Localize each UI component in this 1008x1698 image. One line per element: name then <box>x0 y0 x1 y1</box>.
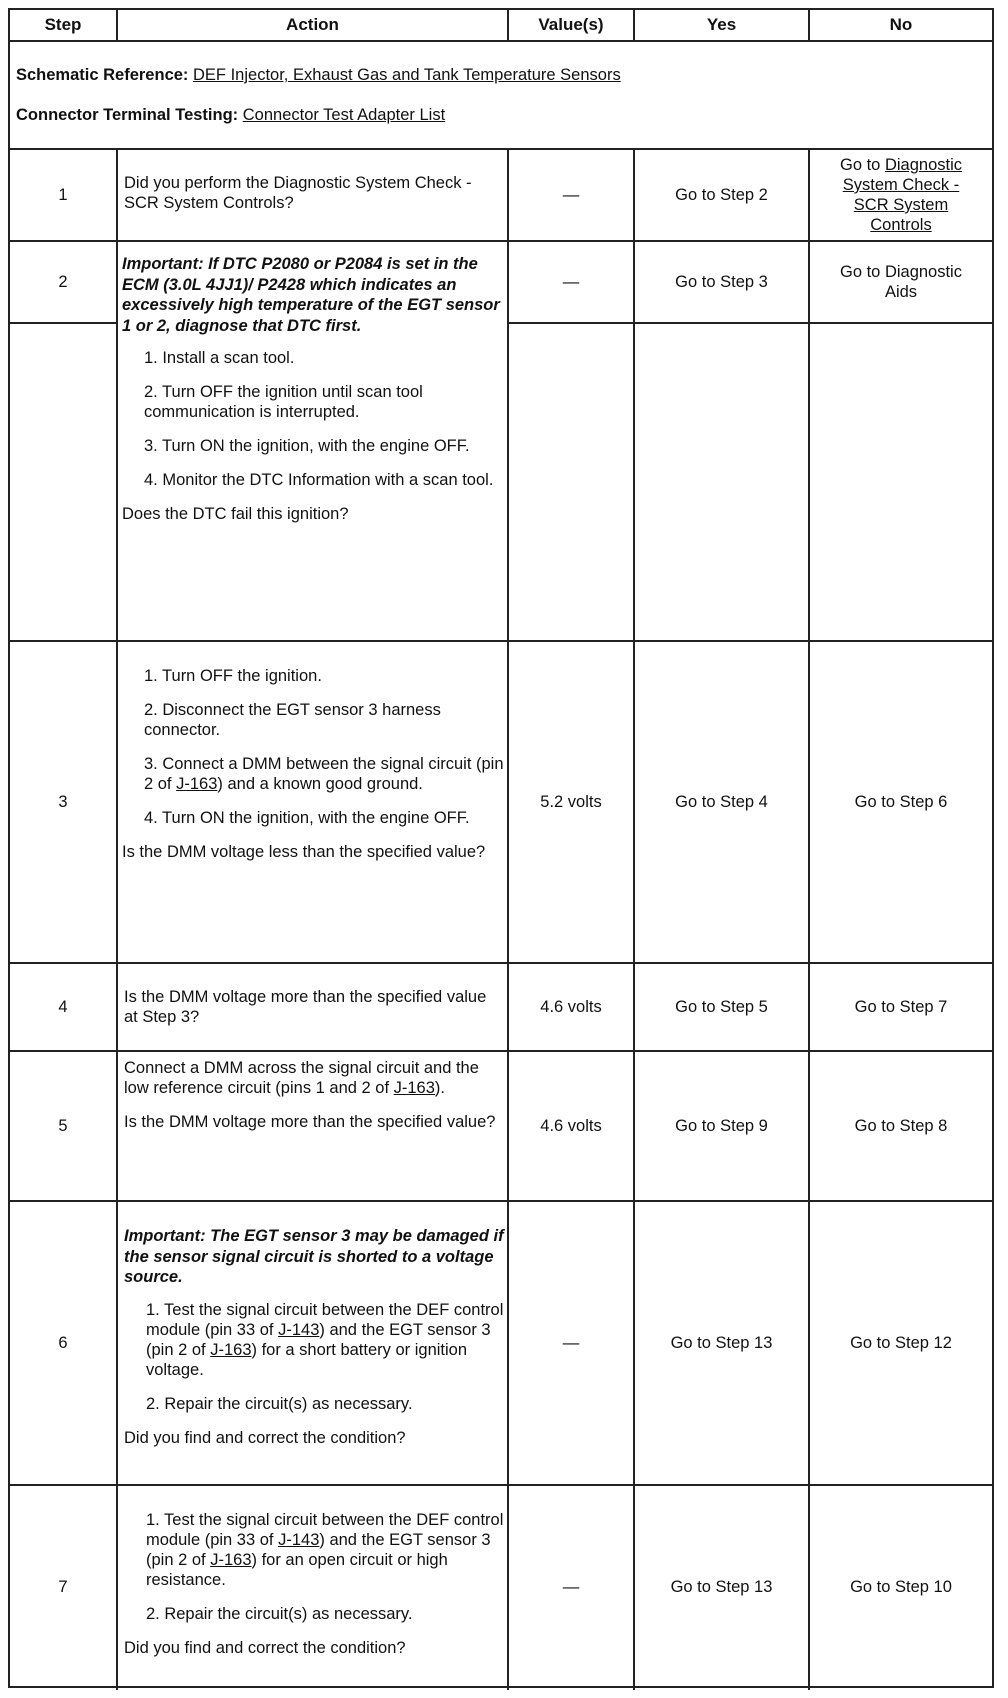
yes-text: Go to Step 13 <box>670 1578 773 1596</box>
j143-link[interactable]: J-143 <box>278 1320 320 1339</box>
list-item-text: ) and the EGT sensor 3 (pin 2 of <box>146 1320 491 1359</box>
diagnostic-table <box>8 8 994 1688</box>
header-no: No <box>889 15 913 34</box>
list-item-text: 1. Test the signal circuit between the DEF control module (pin 33 of <box>146 1511 504 1549</box>
list-item <box>122 754 504 794</box>
question-text: Did you find and correct the condition? <box>124 1428 406 1447</box>
j163-link[interactable]: J-163 <box>210 1551 252 1569</box>
action-text-part: ). <box>434 1079 446 1097</box>
j163-link[interactable]: J-163 <box>210 1340 252 1359</box>
value-text: — <box>562 1578 580 1596</box>
yes-text: Go to Step 13 <box>670 1334 773 1352</box>
step-number: 7 <box>58 1578 68 1596</box>
no-prefix: Go to <box>840 156 881 174</box>
list-item: 1. Turn OFF the ignition. <box>144 667 322 685</box>
action-text: Is the DMM voltage more than the specified value at Step 3? <box>124 988 487 1026</box>
yes-text: Go to Step 5 <box>675 998 768 1016</box>
no-text: Go to Step 8 <box>854 1117 948 1135</box>
question-text: Does the DTC fail this ignition? <box>122 505 349 523</box>
step-number: 2 <box>58 273 68 291</box>
connector-reference <box>16 105 445 125</box>
header-action: Action <box>286 15 339 34</box>
question-text: Is the DMM voltage more than the specified value? <box>124 1113 496 1131</box>
important-note: Important: If DTC P2080 or P2084 is set in the ECM (3.0L 4JJ1)/ P2428 which indicates an excessively high temperature of the EGT sensor 1 or 2, diagnose that DTC first. <box>122 255 500 335</box>
no-text: Go to Step 6 <box>854 793 948 811</box>
connector-label: Connector Terminal Testing: <box>16 106 239 124</box>
action-cell <box>124 1510 504 1658</box>
yes-text: Go to Step 9 <box>675 1117 768 1135</box>
divider <box>507 322 992 324</box>
question-text: Did you find and correct the condition? <box>124 1639 406 1657</box>
list-item: 3. Turn ON the ignition, with the engine OFF. <box>144 437 470 455</box>
yes-text: Go to Step 3 <box>675 273 768 291</box>
action-cell <box>124 1226 504 1448</box>
list-item: 4. Monitor the DTC Information with a scan tool. <box>144 471 494 489</box>
important-note: Important: The EGT sensor 3 may be damaged if the sensor signal circuit is shorted to a voltage source. <box>124 1227 504 1286</box>
list-item-text: 1. Test the signal circuit between the DEF control module (pin 33 of <box>146 1300 504 1339</box>
list-item-text: ) for a short battery or ignition voltage. <box>146 1340 468 1379</box>
yes-text: Go to Step 4 <box>675 793 768 811</box>
value-text: 4.6 volts <box>540 998 602 1016</box>
list-item: 2. Disconnect the EGT sensor 3 harness connector. <box>144 701 441 739</box>
no-text: Go to Step 7 <box>854 998 948 1016</box>
divider <box>10 322 116 324</box>
list-item: 1. Install a scan tool. <box>144 349 295 367</box>
value-text: — <box>562 273 580 291</box>
step-number: 3 <box>58 793 68 811</box>
list-item-text: ) and the EGT sensor 3 (pin 2 of <box>146 1531 491 1569</box>
action-text <box>124 1058 500 1098</box>
action-text: Did you perform the Diagnostic System Check - SCR System Controls? <box>124 174 472 212</box>
header-yes: Yes <box>706 15 737 34</box>
j143-link[interactable]: J-143 <box>278 1531 320 1549</box>
action-cell <box>124 1058 500 1132</box>
diagnostic-system-check-link[interactable]: Diagnostic System Check - SCR System Controls <box>842 156 962 234</box>
step-number: 5 <box>58 1117 68 1135</box>
connector-link[interactable]: Connector Test Adapter List <box>242 106 446 124</box>
step-number: 6 <box>58 1334 68 1352</box>
value-text: — <box>562 186 580 204</box>
j163-link[interactable]: J-163 <box>176 775 218 793</box>
list-item <box>124 1300 504 1380</box>
divider <box>116 150 118 1690</box>
divider <box>10 40 992 42</box>
header-values: Value(s) <box>538 15 604 34</box>
action-cell <box>122 254 504 524</box>
j163-link[interactable]: J-163 <box>393 1079 435 1097</box>
schematic-link[interactable]: DEF Injector, Exhaust Gas and Tank Temperature Sensors <box>193 66 621 84</box>
value-text: 5.2 volts <box>540 793 602 811</box>
list-item-text: ) and a known good ground. <box>217 775 423 793</box>
action-cell <box>122 666 504 862</box>
no-label: Go to Diagnostic Aids <box>840 263 962 301</box>
list-item: 2. Repair the circuit(s) as necessary. <box>146 1394 413 1413</box>
list-item-text: 3. Connect a DMM between the signal circuit (pin 2 of <box>144 755 504 793</box>
value-text: 4.6 volts <box>540 1117 602 1135</box>
list-item: 2. Turn OFF the ignition until scan tool communication is interrupted. <box>144 383 423 421</box>
question-text: Is the DMM voltage less than the specified value? <box>122 843 486 861</box>
list-item <box>124 1510 504 1590</box>
no-text: Go to Step 10 <box>850 1578 952 1596</box>
schematic-reference <box>16 65 621 85</box>
value-text: — <box>562 1334 580 1352</box>
list-item: 4. Turn ON the ignition, with the engine OFF. <box>144 809 470 827</box>
header-step: Step <box>44 15 82 34</box>
list-item: 2. Repair the circuit(s) as necessary. <box>146 1605 413 1623</box>
schematic-label: Schematic Reference: <box>16 66 189 84</box>
yes-text: Go to Step 2 <box>675 186 768 204</box>
action-text-part: Connect a DMM across the signal circuit and the low reference circuit (pins 1 and 2 of <box>124 1059 479 1097</box>
no-text: Go to Step 12 <box>850 1334 952 1352</box>
list-item-text: ) for an open circuit or high resistance. <box>146 1551 448 1589</box>
no-text <box>810 150 992 240</box>
step-number: 4 <box>58 998 68 1016</box>
no-text <box>810 242 992 322</box>
step-number: 1 <box>58 186 68 204</box>
